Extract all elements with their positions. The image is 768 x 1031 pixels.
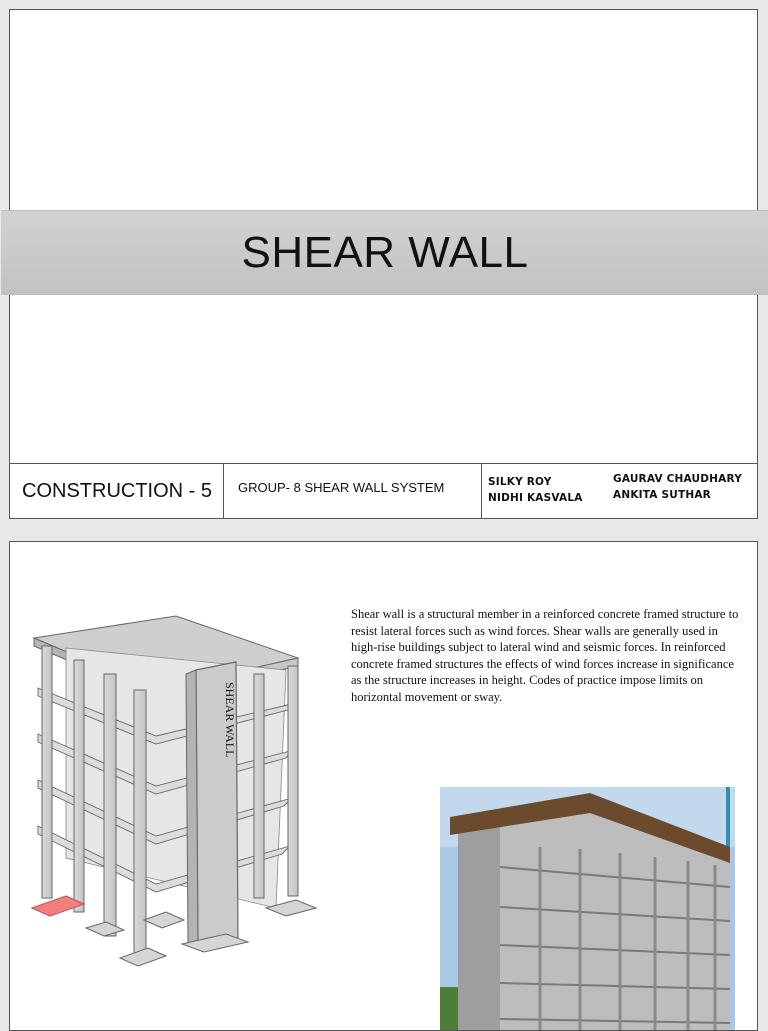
group-cell (224, 464, 482, 519)
course-name: CONSTRUCTION - 5 (22, 480, 212, 502)
title-band (1, 210, 768, 295)
member-name: SILKY ROY (488, 476, 552, 488)
shear-wall-building-illustration (26, 608, 326, 983)
content-slide (9, 541, 758, 1031)
slide-title: SHEAR WALL (241, 227, 529, 277)
course-cell (10, 464, 224, 519)
description-text: Shear wall is a structural member in a reinforced concrete framed structure to resist lateral forces such as wind forces. Shear walls are generally used in high-rise buildings subject to lateral wind and seismic forces. In reinforced concrete framed structures the effects of wind forces increase in significance as the structure increases in height. Codes of practice impose limits on horizontal movement or sway. (351, 607, 739, 704)
member-name: GAURAV CHAUDHARY (613, 473, 742, 485)
info-bar (10, 463, 757, 519)
member-name: NIDHI KASVALA (488, 492, 583, 504)
title-slide (9, 9, 758, 519)
construction-photo (440, 787, 735, 1031)
group-name: GROUP- 8 SHEAR WALL SYSTEM (238, 480, 445, 495)
members-cell (482, 464, 757, 519)
member-name: ANKITA SUTHAR (613, 489, 711, 501)
diagram-label: SHEAR WALL (223, 682, 237, 758)
